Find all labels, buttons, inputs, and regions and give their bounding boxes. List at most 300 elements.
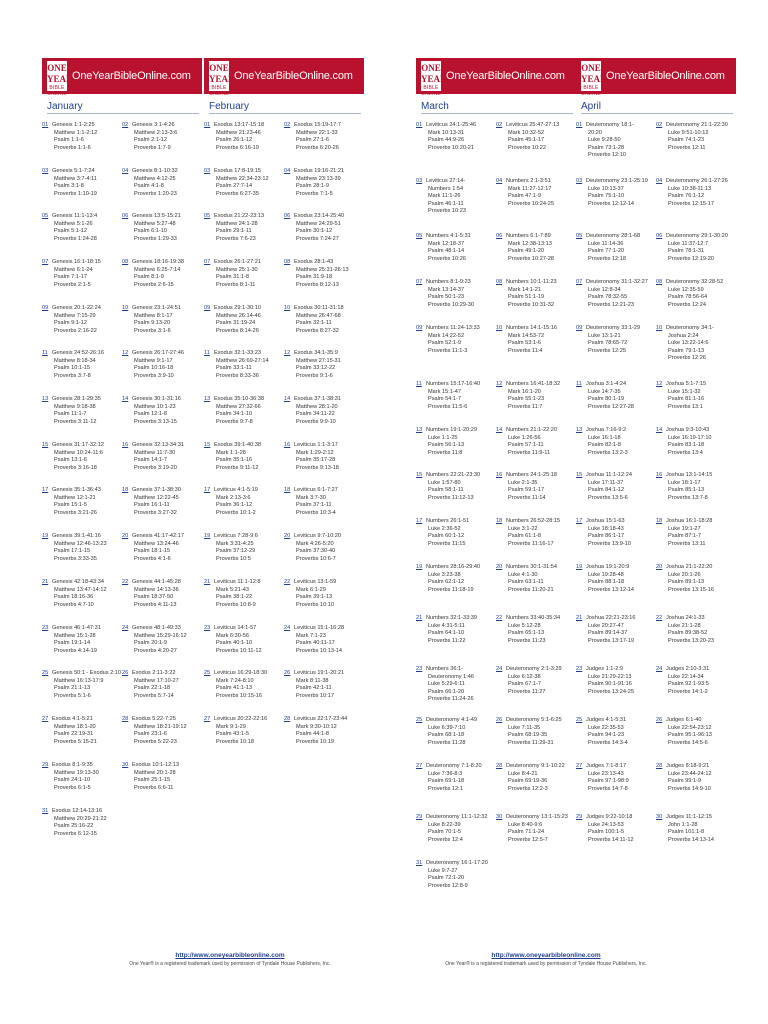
- day-link[interactable]: 16: [656, 472, 663, 478]
- day-link[interactable]: 02: [284, 122, 291, 128]
- day-link[interactable]: 08: [496, 279, 503, 285]
- reading-line: Psalm 1:1-6: [54, 137, 84, 144]
- reading-list: [132, 213, 202, 243]
- day-link[interactable]: 18: [656, 518, 663, 524]
- day-link[interactable]: 03: [416, 178, 423, 184]
- reading-line: Mark 4:26-5:20: [296, 540, 334, 547]
- day-link[interactable]: 09: [576, 325, 583, 331]
- reading-line: Joshua 11:1-12:24: [586, 472, 632, 478]
- reading-line: Proverbs 6:6-11: [134, 784, 174, 791]
- reading-line: Matthew 15:1-28: [54, 632, 96, 639]
- reading-line: Numbers 8:1-9:23: [426, 279, 471, 285]
- day-link[interactable]: 14: [284, 396, 291, 402]
- reading-list: [214, 213, 284, 243]
- day-link[interactable]: 18: [284, 487, 291, 493]
- day-link[interactable]: 25: [416, 717, 423, 723]
- site-url-link[interactable]: http://www.oneyearbibleonline.com: [175, 952, 285, 959]
- day-link[interactable]: 24: [284, 625, 291, 631]
- reading-line: Joshua 24:1-33: [666, 615, 705, 621]
- reading-line: Psalm 44:9-26: [428, 137, 465, 144]
- reading-line: Luke 11:37-12:7: [668, 240, 709, 247]
- reading-line: Leviticus 7:28-9:6: [214, 533, 258, 539]
- reading-list: [506, 814, 576, 844]
- day-link[interactable]: 11: [416, 381, 422, 387]
- month-column-march: [416, 0, 576, 1024]
- reading-line: Psalm 6:1-10: [134, 228, 167, 235]
- day-link[interactable]: 23: [416, 666, 423, 672]
- reading-line: Proverbs 11:23: [508, 637, 546, 644]
- reading-line: Luke 11:14-36: [588, 240, 624, 247]
- reading-line: Proverbs 3:11-12: [54, 418, 97, 425]
- reading-list: [426, 717, 496, 747]
- day-link[interactable]: 16: [122, 442, 129, 448]
- reading-line: Luke 9:51-10:12: [668, 129, 709, 136]
- day-link[interactable]: 02: [656, 122, 663, 128]
- brand-header[interactable]: [416, 58, 576, 97]
- reading-line: Exodus 12:14-13:16: [52, 808, 103, 814]
- day-link[interactable]: 25: [42, 670, 49, 676]
- reading-line: Luke 4:1-30: [508, 571, 538, 578]
- reading-line: Psalm 45:1-17: [508, 137, 545, 144]
- reading-line: Proverbs 10:26: [428, 255, 466, 262]
- day-link[interactable]: 10: [496, 325, 503, 331]
- day-link[interactable]: 29: [576, 814, 583, 820]
- reading-list: [214, 442, 284, 472]
- reading-line: Psalm 71:1-24: [508, 829, 545, 836]
- day-link[interactable]: 10: [656, 325, 663, 331]
- reading-list: [214, 305, 284, 335]
- reading-line: Luke 21:1-28: [668, 622, 701, 629]
- day-link[interactable]: 17: [416, 518, 423, 524]
- reading-line: Psalm 64:1-10: [428, 630, 465, 637]
- reading-line: Psalm 49:1-20: [508, 248, 545, 255]
- reading-line: Proverbs 8:27-32: [296, 327, 339, 334]
- reading-line: Deuteronomy 7:1-8:20: [426, 763, 482, 769]
- day-link[interactable]: 27: [576, 763, 583, 769]
- one-year-bible-logo: [208, 60, 235, 97]
- day-link[interactable]: 25: [204, 670, 211, 676]
- reading-list: [586, 233, 656, 263]
- reading-line: Exodus 30:11-31:18: [294, 305, 344, 311]
- reading-line: Psalm 59:1-17: [508, 487, 545, 494]
- reading-list: [426, 814, 496, 844]
- day-link[interactable]: 20: [122, 533, 129, 539]
- day-link[interactable]: 11: [576, 381, 582, 387]
- day-link[interactable]: 06: [122, 213, 129, 219]
- day-link[interactable]: 04: [284, 168, 291, 174]
- day-link[interactable]: 23: [204, 625, 211, 631]
- reading-line: Psalm 17:1-15: [54, 548, 91, 555]
- reading-line: Matthew 13:47-14:12: [54, 586, 107, 593]
- reading-line: Psalm 19:1-14: [54, 640, 91, 647]
- reading-line: Numbers 1:54: [428, 185, 464, 192]
- reading-line: Psalm 88:1-18: [588, 579, 625, 586]
- reading-line: Psalm 78:1-31: [668, 248, 705, 255]
- day-link[interactable]: 03: [576, 178, 583, 184]
- reading-line: Mark 2:13-3:6: [216, 494, 251, 501]
- reading-line: Judges 2:10-3:31: [666, 666, 710, 672]
- day-link[interactable]: 28: [656, 763, 663, 769]
- reading-line: Luke 22:35-53: [588, 724, 624, 731]
- reading-line: Numbers 6:1-7:89: [506, 233, 551, 239]
- reading-list: [666, 564, 736, 594]
- reading-list: [214, 625, 284, 655]
- reading-line: Proverbs 11:15: [428, 540, 466, 547]
- reading-line: Psalm 63:1-11: [508, 579, 544, 586]
- day-link[interactable]: 21: [416, 615, 423, 621]
- day-link[interactable]: 13: [576, 427, 583, 433]
- day-link[interactable]: 21: [204, 579, 211, 585]
- day-link[interactable]: 20: [656, 564, 663, 570]
- day-link[interactable]: 26: [122, 670, 129, 676]
- day-link[interactable]: 13: [204, 396, 211, 402]
- day-link[interactable]: 02: [496, 122, 503, 128]
- day-link[interactable]: 16: [496, 472, 503, 478]
- reading-line: Proverbs 10:6-7: [296, 555, 336, 562]
- reading-line: Numbers 10:1-11:23: [506, 279, 557, 285]
- reading-list: [666, 381, 736, 411]
- day-link[interactable]: 19: [204, 533, 211, 539]
- reading-list: [214, 168, 284, 198]
- reading-line: Genesis 20:1-22:24: [52, 305, 101, 311]
- day-link[interactable]: 05: [204, 213, 211, 219]
- reading-line: Psalm 70:1-5: [428, 829, 461, 836]
- reading-list: [586, 178, 656, 208]
- reading-line: Genesis 11:1-13:4: [52, 213, 98, 219]
- reading-line: Matthew 28:1-20: [296, 403, 338, 410]
- site-url-link[interactable]: http://www.oneyearbibleonline.com: [491, 952, 601, 959]
- reading-line: Matthew 4:12-25: [134, 175, 176, 182]
- reading-line: Matthew 22:1-33: [296, 129, 338, 136]
- reading-line: Psalm 48:1-14: [428, 248, 465, 255]
- day-link[interactable]: 29: [416, 814, 423, 820]
- reading-line: Psalm 55:1-23: [508, 396, 545, 403]
- day-link[interactable]: 24: [122, 625, 129, 631]
- reading-line: Psalm 94:1-23: [588, 732, 625, 739]
- reading-list: [506, 615, 576, 645]
- reading-line: Psalm 77:1-20: [588, 248, 625, 255]
- reading-line: Proverbs 13:15-16: [668, 586, 715, 593]
- reading-line: Proverbs 1:20-23: [134, 190, 177, 197]
- day-link[interactable]: 14: [496, 427, 503, 433]
- day-link[interactable]: 10: [284, 305, 291, 311]
- reading-line: Psalm 46:1-11: [428, 200, 464, 207]
- reading-line: Exodus 29:1-30:10: [214, 305, 261, 311]
- day-link[interactable]: 13: [416, 427, 423, 433]
- day-link[interactable]: 03: [42, 168, 49, 174]
- day-link[interactable]: 13: [42, 396, 49, 402]
- day-link[interactable]: 16: [284, 442, 291, 448]
- day-link[interactable]: 03: [204, 168, 211, 174]
- day-link[interactable]: 22: [656, 615, 663, 621]
- reading-line: Psalm 69:1-18: [428, 778, 465, 785]
- logo-text: ONE YEAR: [47, 63, 73, 84]
- reading-list: [132, 259, 202, 289]
- day-link[interactable]: 01: [204, 122, 211, 128]
- month-divider: [421, 113, 573, 114]
- day-link[interactable]: 12: [656, 381, 663, 387]
- reading-line: Psalm 5:1-12: [54, 228, 87, 235]
- reading-line: Proverbs 3:33-35: [54, 555, 97, 562]
- reading-list: [426, 860, 496, 890]
- reading-line: Matthew 18:1-20: [54, 723, 96, 730]
- reading-line: Proverbs 13:1: [668, 403, 703, 410]
- reading-line: Matthew 12:46-13:23: [54, 540, 107, 547]
- day-link[interactable]: 08: [284, 259, 291, 265]
- reading-line: Matthew 18:21-19:12: [134, 723, 187, 730]
- reading-line: Psalm 74:1-23: [668, 137, 705, 144]
- day-link[interactable]: 18: [496, 518, 503, 524]
- day-link[interactable]: 20: [496, 564, 503, 570]
- day-link[interactable]: 07: [204, 259, 211, 265]
- reading-line: Proverbs 8:33-36: [216, 372, 259, 379]
- reading-line: Luke 17:11-37: [588, 479, 624, 486]
- day-link[interactable]: 26: [496, 717, 503, 723]
- reading-line: Proverbs 5:1-6: [54, 692, 91, 699]
- reading-line: Numbers 2:1-3:51: [506, 178, 551, 184]
- reading-list: [214, 670, 284, 700]
- day-link[interactable]: 27: [42, 716, 49, 722]
- reading-line: Psalm 22:1-18: [134, 685, 171, 692]
- day-link[interactable]: 18: [122, 487, 129, 493]
- reading-list: [506, 518, 576, 548]
- reading-line: Deuteronomy 29:1-30:20: [666, 233, 728, 239]
- reading-line: Exodus 32:1-33:23: [214, 350, 261, 356]
- reading-list: [586, 381, 656, 411]
- reading-line: Proverbs 12:11: [668, 144, 706, 151]
- day-link[interactable]: 06: [496, 233, 503, 239]
- day-link[interactable]: 06: [284, 213, 291, 219]
- reading-line: Psalm 27:1-6: [296, 137, 329, 144]
- day-link[interactable]: 01: [42, 122, 49, 128]
- day-link[interactable]: 27: [416, 763, 423, 769]
- reading-line: Proverbs 10:8-9: [216, 601, 256, 608]
- day-link[interactable]: 12: [284, 350, 291, 356]
- reading-line: Deuteronomy 28:1-68: [586, 233, 641, 239]
- day-link[interactable]: 04: [496, 178, 503, 184]
- day-link[interactable]: 19: [42, 533, 49, 539]
- reading-line: Proverbs 13:24-25: [588, 688, 635, 695]
- day-link[interactable]: 04: [656, 178, 663, 184]
- day-link[interactable]: 15: [416, 472, 423, 478]
- reading-line: Proverbs 11:12-13: [428, 494, 474, 501]
- day-link[interactable]: 24: [656, 666, 663, 672]
- reading-line: Proverbs 1:1-6: [54, 144, 91, 151]
- reading-list: [294, 533, 364, 563]
- reading-line: Genesis 24:52-26:16: [52, 350, 104, 356]
- day-link[interactable]: 01: [416, 122, 423, 128]
- reading-line: Proverbs 11:16-17: [508, 540, 554, 547]
- reading-list: [586, 564, 656, 594]
- reading-line: Proverbs 12:1: [428, 785, 463, 792]
- day-link[interactable]: 28: [496, 763, 503, 769]
- reading-line: Psalm 34:1-10: [216, 411, 253, 418]
- reading-line: Luke 22:14-34: [668, 673, 704, 680]
- reading-list: [506, 666, 576, 696]
- reading-list: [586, 122, 656, 160]
- reading-line: Exodus 8:1-9:35: [52, 762, 93, 768]
- reading-line: Proverbs 10:5: [216, 555, 251, 562]
- day-link[interactable]: 07: [576, 279, 583, 285]
- reading-list: [294, 670, 364, 700]
- day-link[interactable]: 30: [496, 814, 503, 820]
- reading-line: Mark 1:1-28: [216, 449, 246, 456]
- day-link[interactable]: 06: [656, 233, 663, 239]
- reading-line: Leviticus 6:1-7:27: [294, 487, 338, 493]
- day-link[interactable]: 22: [496, 615, 503, 621]
- day-link[interactable]: 21: [42, 579, 49, 585]
- day-link[interactable]: 19: [576, 564, 583, 570]
- reading-line: Luke 16:1-18: [588, 434, 621, 441]
- reading-line: Psalm 18:16-36: [54, 594, 94, 601]
- day-link[interactable]: 26: [656, 717, 663, 723]
- reading-line: Psalm 25:16-22: [54, 823, 94, 830]
- day-link[interactable]: 02: [122, 122, 129, 128]
- reading-line: Exodus 5:22-7:25: [132, 716, 176, 722]
- reading-list: [666, 427, 736, 457]
- reading-line: Psalm 15:1-5: [54, 502, 87, 509]
- day-link[interactable]: 26: [284, 670, 291, 676]
- day-link[interactable]: 28: [284, 716, 291, 722]
- day-link[interactable]: 08: [122, 259, 129, 265]
- reading-line: Psalm 82:1-8: [588, 442, 621, 449]
- logo-subtext: BIBLE ONLINE: [581, 85, 601, 97]
- reading-line: Luke 1:26-56: [508, 434, 541, 441]
- reading-line: Psalm 84:1-12: [588, 487, 625, 494]
- reading-line: Proverbs 7:24-27: [296, 235, 339, 242]
- reading-line: Mark 6:1-29: [296, 586, 326, 593]
- reading-line: Psalm 85:1-13: [668, 487, 705, 494]
- reading-line: Proverbs 9:11-12: [216, 464, 259, 471]
- day-link[interactable]: 08: [656, 279, 663, 285]
- reading-line: Proverbs 10:13-14: [296, 647, 343, 654]
- day-link[interactable]: 04: [122, 168, 129, 174]
- month-divider: [47, 113, 199, 114]
- day-link[interactable]: 15: [576, 472, 583, 478]
- reading-line: Exodus 35:10-36:38: [214, 396, 265, 402]
- day-link[interactable]: 05: [416, 233, 423, 239]
- day-link[interactable]: 14: [656, 427, 663, 433]
- day-link[interactable]: 09: [42, 305, 49, 311]
- reading-list: [52, 625, 122, 655]
- day-link[interactable]: 05: [576, 233, 583, 239]
- reading-line: Deuteronomy 5:1-6:25: [506, 717, 562, 723]
- reading-line: Luke 2:1-35: [508, 479, 538, 486]
- reading-line: Psalm 12:1-8: [134, 411, 167, 418]
- reading-line: Proverbs 3:27-32: [134, 509, 177, 516]
- reading-list: [294, 625, 364, 655]
- day-link[interactable]: 15: [42, 442, 49, 448]
- logo-text: ONE YEAR: [421, 63, 447, 84]
- reading-line: Luke 2:36-52: [428, 525, 461, 532]
- reading-list: [426, 279, 496, 309]
- reading-line: Psalm 31:19-24: [216, 320, 256, 327]
- day-link[interactable]: 20: [284, 533, 291, 539]
- day-link[interactable]: 24: [496, 666, 503, 672]
- reading-line: Deuteronomy 26:1-27:26: [666, 178, 728, 184]
- reading-list: [666, 615, 736, 645]
- day-link[interactable]: 11: [204, 350, 210, 356]
- day-link[interactable]: 17: [576, 518, 583, 524]
- day-link[interactable]: 31: [416, 860, 423, 866]
- reading-list: [426, 564, 496, 594]
- reading-list: [214, 487, 284, 517]
- reading-line: Joshua 21:1-22:20: [666, 564, 713, 570]
- reading-line: Psalm 47:1-9: [508, 193, 541, 200]
- reading-line: Proverbs 10:1-2: [216, 509, 256, 516]
- day-link[interactable]: 17: [204, 487, 211, 493]
- day-link[interactable]: 09: [416, 325, 423, 331]
- day-link[interactable]: 12: [122, 350, 129, 356]
- brand-header[interactable]: [42, 58, 202, 97]
- day-link[interactable]: 22: [122, 579, 129, 585]
- reading-list: [294, 442, 364, 472]
- reading-line: Psalm 54:1-7: [428, 396, 461, 403]
- reading-line: Numbers 21:1-22:20: [506, 427, 557, 433]
- day-link[interactable]: 29: [42, 762, 49, 768]
- day-link[interactable]: 31: [42, 808, 49, 814]
- day-link[interactable]: 22: [284, 579, 291, 585]
- reading-line: Proverbs 12:27-28: [588, 403, 635, 410]
- reading-line: Numbers 19:1-20:29: [426, 427, 477, 433]
- day-link[interactable]: 30: [656, 814, 663, 820]
- day-link[interactable]: 23: [576, 666, 583, 672]
- reading-line: Psalm 66:1-20: [428, 688, 465, 695]
- day-link[interactable]: 17: [42, 487, 49, 493]
- brand-header[interactable]: [576, 58, 736, 97]
- reading-line: Deuteronomy 9:1-10:22: [506, 763, 565, 769]
- day-link[interactable]: 12: [496, 381, 503, 387]
- reading-line: Proverbs 9:13-18: [296, 464, 339, 471]
- day-link[interactable]: 19: [416, 564, 423, 570]
- reading-line: Luke 8:22-39: [428, 821, 461, 828]
- reading-line: Psalm 22:19-31: [54, 731, 94, 738]
- day-link[interactable]: 14: [122, 396, 129, 402]
- day-link[interactable]: 05: [42, 213, 49, 219]
- day-link[interactable]: 27: [204, 716, 211, 722]
- day-link[interactable]: 28: [122, 716, 129, 722]
- reading-line: Matthew 12:22-45: [134, 494, 179, 501]
- reading-list: [52, 442, 122, 472]
- reading-line: Psalm 100:1-5: [588, 829, 625, 836]
- day-link[interactable]: 25: [576, 717, 583, 723]
- day-link[interactable]: 21: [576, 615, 583, 621]
- reading-list: [506, 122, 576, 152]
- day-link[interactable]: 10: [122, 305, 129, 311]
- day-link[interactable]: 07: [416, 279, 423, 285]
- reading-line: Psalm 10:1-15: [54, 365, 91, 372]
- day-link[interactable]: 15: [204, 442, 211, 448]
- reading-line: Deuteronomy 23:1-25:19: [586, 178, 648, 184]
- reading-list: [586, 763, 656, 793]
- reading-line: Proverbs 6:12-15: [54, 830, 97, 837]
- day-link[interactable]: 07: [42, 259, 49, 265]
- reading-line: Exodus 34:1-35:9: [294, 350, 338, 356]
- reading-line: Numbers 15:17-16:40: [426, 381, 481, 387]
- brand-header[interactable]: [204, 58, 364, 97]
- reading-line: Matthew 21:23-46: [216, 129, 261, 136]
- reading-line: Psalm 35:17-28: [296, 457, 336, 464]
- reading-list: [132, 625, 202, 655]
- day-link[interactable]: 30: [122, 762, 129, 768]
- reading-line: Psalm 86:1-17: [588, 533, 625, 540]
- day-link[interactable]: 23: [42, 625, 49, 631]
- day-link[interactable]: 09: [204, 305, 211, 311]
- reading-line: Proverbs 11:29-31: [508, 739, 554, 746]
- reading-line: Psalm 50:1-23: [428, 294, 465, 301]
- day-link[interactable]: 11: [42, 350, 48, 356]
- day-link[interactable]: 01: [576, 122, 583, 128]
